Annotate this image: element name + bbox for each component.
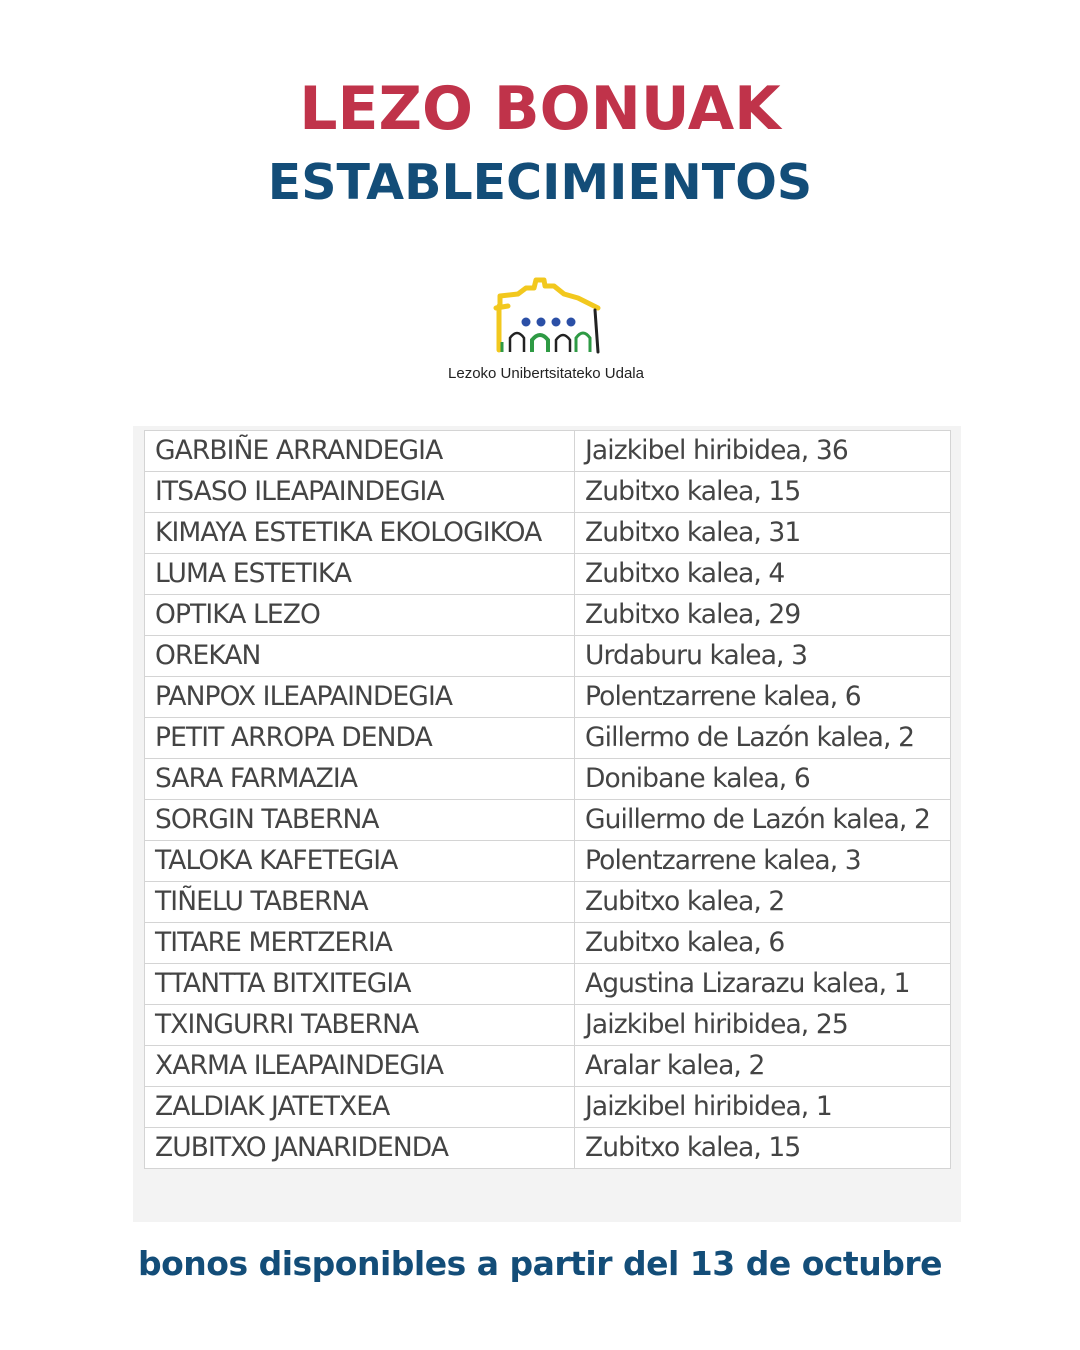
establishment-name: ITSASO ILEAPAINDEGIA [145,472,575,513]
table-row [145,595,951,636]
establishment-address: Polentzarrene kalea, 6 [575,677,951,718]
establishment-name: TIÑELU TABERNA [145,882,575,923]
table-row [145,923,951,964]
establishment-address: Aralar kalea, 2 [575,1046,951,1087]
table-row [145,554,951,595]
establishment-address: Guillermo de Lazón kalea, 2 [575,800,951,841]
establishment-address: Jaizkibel hiribidea, 36 [575,431,951,472]
establishment-name: TALOKA KAFETEGIA [145,841,575,882]
table-row [145,1128,951,1169]
table-row [145,759,951,800]
establishment-name: PANPOX ILEAPAINDEGIA [145,677,575,718]
establishment-name: GARBIÑE ARRANDEGIA [145,431,575,472]
establishment-name: OPTIKA LEZO [145,595,575,636]
table-row [145,513,951,554]
table-row [145,718,951,759]
establishment-address: Jaizkibel hiribidea, 25 [575,1005,951,1046]
page-subtitle: ESTABLECIMIENTOS [267,154,813,211]
establishment-address: Zubitxo kalea, 31 [575,513,951,554]
table-row [145,1005,951,1046]
town-hall-logo-icon [490,272,610,362]
establishment-address: Gillermo de Lazón kalea, 2 [575,718,951,759]
establishment-name: TITARE MERTZERIA [145,923,575,964]
establishment-name: PETIT ARROPA DENDA [145,718,575,759]
establishment-address: Zubitxo kalea, 4 [575,554,951,595]
establishment-address: Jaizkibel hiribidea, 1 [575,1087,951,1128]
establishment-name: TXINGURRI TABERNA [145,1005,575,1046]
establishment-name: ZUBITXO JANARIDENDA [145,1128,575,1169]
establishment-address: Urdaburu kalea, 3 [575,636,951,677]
establishment-name: XARMA ILEAPAINDEGIA [145,1046,575,1087]
table-row [145,841,951,882]
establishment-address: Agustina Lizarazu kalea, 1 [575,964,951,1005]
establishment-address: Zubitxo kalea, 6 [575,923,951,964]
table-row [145,800,951,841]
table-row [145,431,951,472]
table-row [145,636,951,677]
establishment-name: SARA FARMAZIA [145,759,575,800]
establishment-name: SORGIN TABERNA [145,800,575,841]
establishments-table [144,430,951,1169]
establishment-name: KIMAYA ESTETIKA EKOLOGIKOA [145,513,575,554]
page-title: LEZO BONUAK [299,74,781,144]
availability-note: bonos disponibles a partir del 13 de octubre [138,1244,942,1283]
table-row [145,472,951,513]
table-row [145,1087,951,1128]
establishment-address: Zubitxo kalea, 29 [575,595,951,636]
establishment-address: Polentzarrene kalea, 3 [575,841,951,882]
table-row [145,1046,951,1087]
establishment-address: Zubitxo kalea, 2 [575,882,951,923]
establishment-name: TTANTTA BITXITEGIA [145,964,575,1005]
establishment-name: LUMA ESTETIKA [145,554,575,595]
table-row [145,964,951,1005]
table-row [145,677,951,718]
logo-caption: Lezoko Unibertsitateko Udala [448,365,644,382]
establishment-address: Zubitxo kalea, 15 [575,472,951,513]
establishment-address: Donibane kalea, 6 [575,759,951,800]
table-row [145,882,951,923]
establishment-address: Zubitxo kalea, 15 [575,1128,951,1169]
establishment-name: ZALDIAK JATETXEA [145,1087,575,1128]
establishment-name: OREKAN [145,636,575,677]
